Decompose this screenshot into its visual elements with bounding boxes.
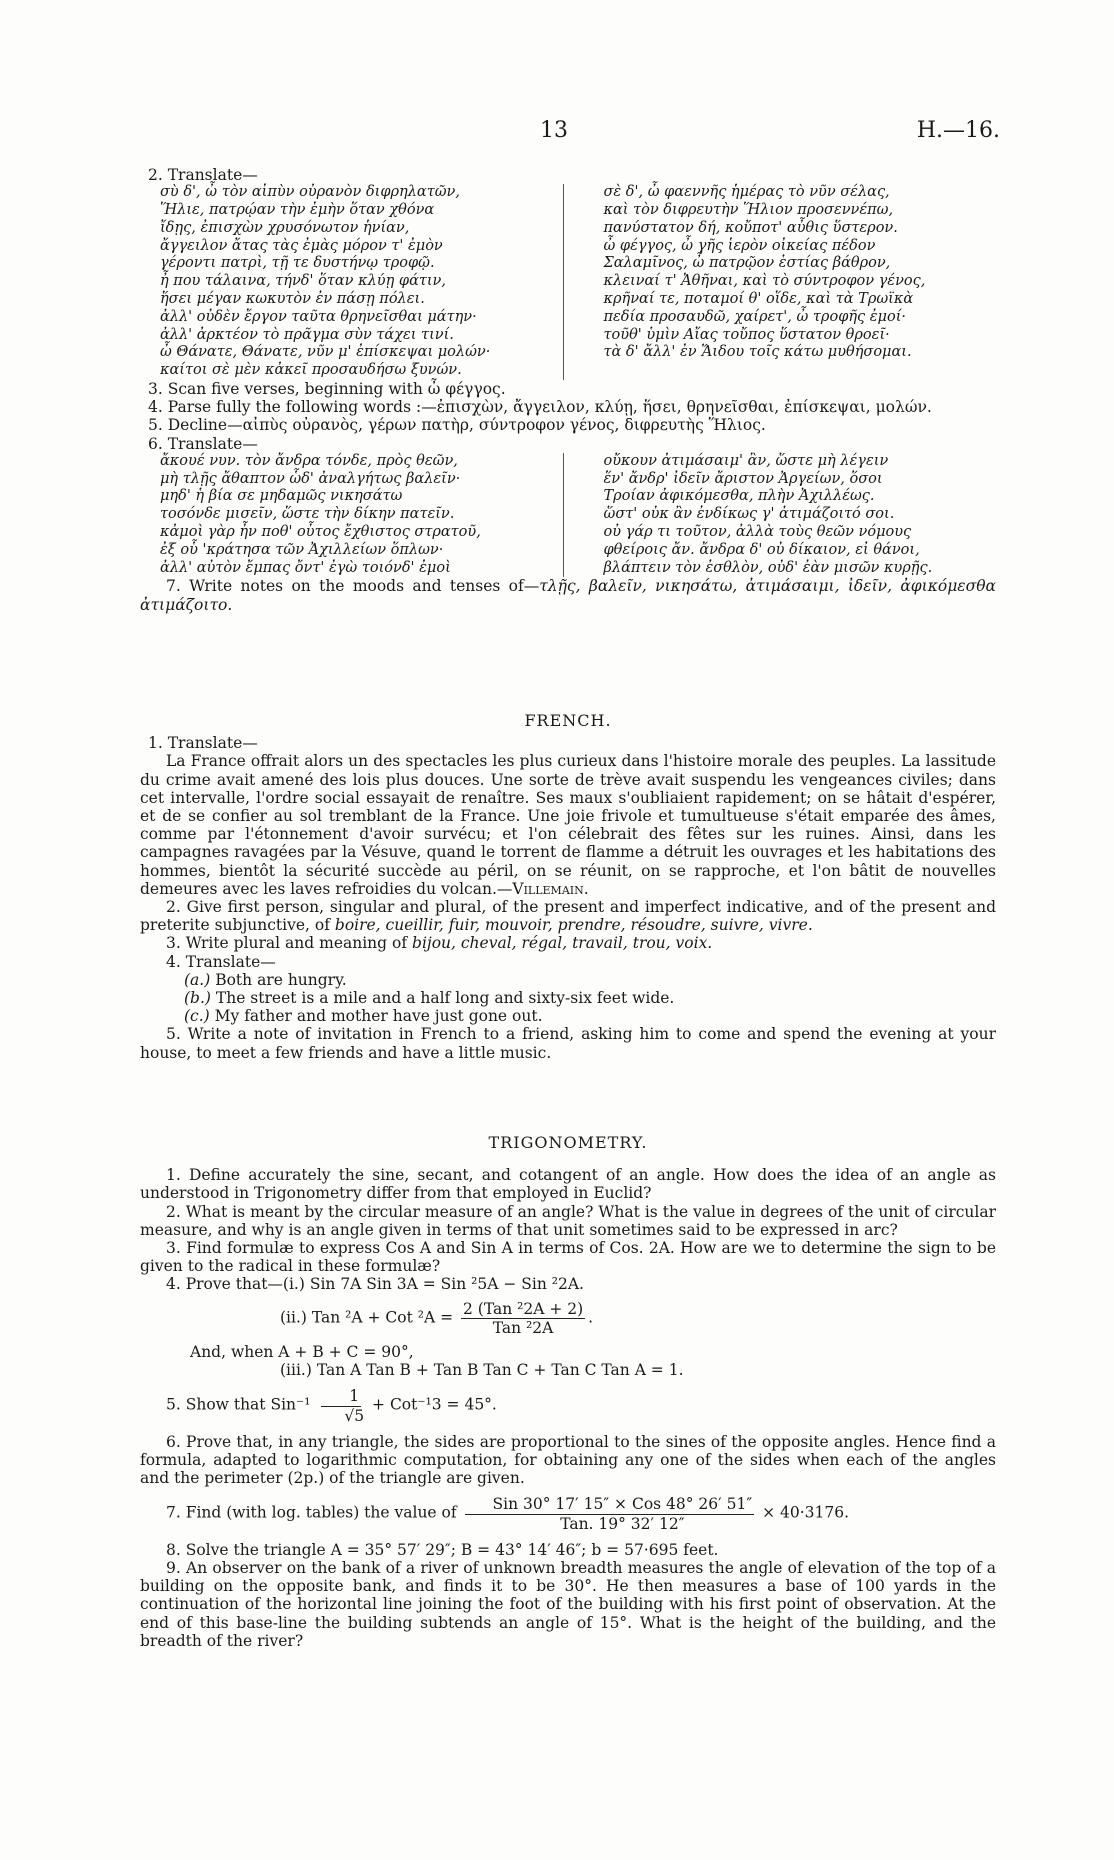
trig-q7-num: Sin 30° 17′ 15″ × Cos 48° 26′ 51″ bbox=[465, 1495, 755, 1514]
verse-line: ἦ που τάλαινα, τήνδ' ὅταν κλύῃ φάτιν, bbox=[160, 273, 446, 290]
verse-line: τοῦθ' ὑμὶν Αἴας τοὔπος ὕστατον θροεῖ· bbox=[603, 326, 890, 343]
verse-line: γέροντι πατρὶ, τῇ τε δυστήνῳ τροφῷ. bbox=[160, 255, 435, 272]
verse-line: φθείροις ἄν. ἄνδρα δ' οὐ δίκαιον, εἰ θάνοι, bbox=[603, 541, 920, 558]
verse-line: βλάπτειν τὸν ἐσθλὸν, οὐδ' ἐὰν μισῶν κυρῇς. bbox=[603, 559, 933, 576]
verse-line: σὲ δ', ὦ φαεννῆς ἡμέρας τὸ νῦν σέλας, bbox=[603, 184, 890, 201]
trig-q4-ii-den: Tan ²2A bbox=[492, 1318, 554, 1337]
verse-line: ἐξ οὗ 'κράτησα τῶν Ἀχιλλείων ὅπλων· bbox=[160, 541, 444, 558]
trig-q4-iii: (iii.) Tan A Tan B + Tan B Tan C + Tan C Tan A = 1. bbox=[280, 1361, 684, 1380]
greek-section bbox=[140, 166, 996, 614]
verse-line: κἀμοὶ γὰρ ἦν ποθ' οὗτος ἔχθιστος στρατοῦ, bbox=[160, 523, 481, 540]
greek-q6-label: 6. Translate— bbox=[148, 434, 258, 453]
verse-line: κλειναί τ' Ἀθῆναι, καὶ τὸ σύντροφον γένος, bbox=[603, 273, 926, 290]
greek-q3: 3. Scan five verses, beginning with ὦ φέγγος. bbox=[148, 379, 506, 398]
greek-q7-prefix: 7. Write notes on the moods and tenses of— bbox=[166, 577, 540, 596]
greek-q2-label: 2. Translate— bbox=[148, 166, 258, 184]
verse-line: Τροίαν ἀφικόμεσθα, πλὴν Ἀχιλλέως. bbox=[603, 488, 875, 505]
french-q2-text: 2. Give first person, singular and plural, of the present and imperfect indicative, and of the present and preterite subjunctive, of bbox=[140, 898, 996, 935]
trig-q5-suffix: + Cot⁻¹3 = 45°. bbox=[372, 1396, 497, 1415]
verse-line: καίτοι σὲ μὲν κἀκεῖ προσαυδήσω ξυνών. bbox=[160, 362, 462, 379]
greek-passage-2 bbox=[160, 453, 996, 578]
verse-line: πεδία προσαυδῶ, χαίρετ', ὦ τροφῆς ἐμοί· bbox=[603, 308, 906, 325]
trig-q7-suffix: × 40·3176. bbox=[762, 1504, 850, 1523]
french-title: FRENCH. bbox=[524, 711, 612, 730]
verse-line: καὶ τὸν διφρευτὴν Ἥλιον προσεννέπω, bbox=[603, 202, 894, 218]
verse-line: μὴ τλῇς ἄθαπτον ὧδ' ἀναλγήτως βαλεῖν· bbox=[160, 470, 461, 487]
french-q2-words: boire, cueillir, fuir, mouvoir, prendre, résoudre, suivre, vivre. bbox=[334, 916, 813, 935]
french-passage bbox=[140, 752, 996, 898]
trig-q7 bbox=[140, 1495, 996, 1532]
verse-line: τὰ δ' ἄλλ' ἐν Ἅιδου τοῖς κάτω μυθήσομαι. bbox=[603, 344, 912, 361]
french-q4-item bbox=[184, 989, 996, 1007]
verse-line: ἄγγειλον ἄτας τὰς ἐμὰς μόρον τ' ἐμὸν bbox=[160, 237, 443, 254]
verse-line: ἕν' ἄνδρ' ἰδεῖν ἄριστον Ἀργείων, ὅσοι bbox=[603, 470, 883, 487]
verse-line: οὔκουν ἀτιμάσαιμ' ἂν, ὥστε μὴ λέγειν bbox=[603, 452, 889, 469]
verse-line: σὺ δ', ὦ τὸν αἰπὺν οὐρανὸν διφρηλατῶν, bbox=[160, 184, 460, 201]
verse-line: κρῆναί τε, ποταμοί θ' οἵδε, καὶ τὰ Τρωϊκὰ bbox=[603, 290, 914, 307]
verse-line: ἀλλ' αὐτὸν ἔμπας ὄντ' ἐγὼ τοιόνδ' ἐμοὶ bbox=[160, 559, 451, 576]
french-q4-label: 4. Translate— bbox=[166, 952, 276, 971]
trig-q4-ii-lhs: (ii.) Tan ²A + Cot ²A = bbox=[280, 1308, 454, 1327]
greek-q7-words: τλῇς, βαλεῖν, νικησάτω, ἀτιμάσαιμι, ἰδεῖν, ἀφικόμεσθα ἀτιμάζοιτο. bbox=[140, 577, 996, 614]
verse-line: Σαλαμῖνος, ὦ πατρῷον ἑστίας βάθρον, bbox=[603, 255, 891, 272]
french-q4-item-label: (c.) bbox=[184, 1007, 210, 1026]
trig-q5-fraction bbox=[318, 1387, 364, 1424]
greek-passage-1-left bbox=[160, 184, 553, 380]
french-q4-item-label: (a.) bbox=[184, 970, 211, 989]
greek-passage-1-right bbox=[563, 184, 997, 380]
french-q4-item-label: (b.) bbox=[184, 989, 211, 1008]
trig-q5-num: 1 bbox=[321, 1387, 361, 1406]
trig-q5-prefix: 5. Show that Sin⁻¹ bbox=[166, 1396, 311, 1415]
french-q4-item-text: The street is a mile and a half long and sixty-six feet wide. bbox=[215, 989, 675, 1008]
trig-q4-i: 4. Prove that—(i.) Sin 7A Sin 3A = Sin ²5A − Sin ²2A. bbox=[166, 1275, 584, 1294]
french-q5: 5. Write a note of invitation in French to a friend, asking him to come and spend the evening at your house, to meet a few friends and have a little music. bbox=[140, 1025, 996, 1062]
french-q4-item-text: Both are hungry. bbox=[215, 970, 347, 989]
french-q3 bbox=[140, 934, 996, 952]
french-q3-text: 3. Write plural and meaning of bbox=[166, 934, 408, 953]
trig-q5 bbox=[140, 1387, 996, 1424]
trig-section bbox=[140, 1130, 996, 1650]
greek-passage-1 bbox=[160, 184, 996, 380]
trig-q1: 1. Define accurately the sine, secant, and cotangent of an angle. How does the idea of an angle as understood in Trigonometry differ from that employed in Euclid? bbox=[140, 1166, 996, 1203]
trig-q4-ii: (ii.) Tan ²A + Cot ²A = $\frac{\text{2 (Tan ²2A + 2)}}{\text{Tan ²2A}}$ . bbox=[280, 1299, 594, 1337]
french-q4-item bbox=[184, 971, 996, 989]
greek-q7 bbox=[140, 577, 996, 613]
verse-line: ἀλλ' ἀρκτέον τὸ πρᾶγμα σὺν τάχει τινί. bbox=[160, 326, 454, 343]
french-q3-words: bijou, cheval, régal, travail, trou, voix. bbox=[412, 934, 713, 953]
trig-q9: 9. An observer on the bank of a river of unknown breadth measures the angle of elevation of the top of a building on the opposite bank, and finds it to be 30°. He then measures a base of 100 yards in the continuation of the horizontal line joining the foot of the building with his first point of observation. At the end of this base-line the building subtends an angle of 15°. What is the height of the building, and the breadth of the river? bbox=[140, 1559, 996, 1650]
trig-q3: 3. Find formulæ to express Cos A and Sin A in terms of Cos. 2A. How are we to determine the sign to be given to the radical in these formulæ? bbox=[140, 1239, 996, 1276]
trig-q4-ii-fraction bbox=[461, 1300, 585, 1337]
trig-q7-den: Tan. 19° 32′ 12″ bbox=[560, 1514, 685, 1533]
verse-line: ἄκουέ νυν. τὸν ἄνδρα τόνδε, πρὸς θεῶν, bbox=[160, 452, 458, 469]
verse-line: ἴδῃς, ἐπισχὼν χρυσόνωτον ἡνίαν, bbox=[160, 219, 410, 236]
french-author: Villemain. bbox=[512, 879, 589, 898]
trig-q7-fraction bbox=[465, 1495, 755, 1532]
trig-q8: 8. Solve the triangle A = 35° 57′ 29″; B = 43° 14′ 46″; b = 57·695 feet. bbox=[166, 1540, 719, 1559]
verse-line: ὦ Θάνατε, Θάνατε, νῦν μ' ἐπίσκεψαι μολών· bbox=[160, 344, 491, 361]
trig-q7-prefix: 7. Find (with log. tables) the value of bbox=[166, 1504, 457, 1523]
verse-line: μηδ' ἡ βία σε μηδαμῶς νικησάτω bbox=[160, 488, 403, 505]
french-q4-item bbox=[184, 1007, 996, 1025]
greek-q5: 5. Decline—αἰπὺς οὐρανὸς, γέρων πατὴρ, σύντροφον γένος, διφρευτὴς Ἥλιος. bbox=[148, 416, 766, 435]
greek-passage-2-left bbox=[160, 453, 553, 578]
verse-line: ὥστ' οὐκ ἂν ἐνδίκως γ' ἀτιμάζοιτό σοι. bbox=[603, 506, 895, 523]
verse-line: Ἥλιε, πατρῴαν τὴν ἐμὴν ὅταν χθόνα bbox=[160, 202, 435, 218]
page-number: 13 bbox=[540, 118, 568, 143]
trig-q5-den: √5 bbox=[344, 1406, 365, 1425]
greek-q4: 4. Parse fully the following words :—ἐπισχὼν, ἄγγειλον, κλύῃ, ἥσει, θρηνεῖσθαι, ἐπίσκεψαι, μολών. bbox=[148, 398, 932, 417]
verse-line: τοσόνδε μισεῖν, ὥστε τὴν δίκην πατεῖν. bbox=[160, 506, 455, 523]
verse-line: οὐ γάρ τι τοῦτον, ἀλλὰ τοὺς θεῶν νόμους bbox=[603, 523, 912, 540]
trig-q2: 2. What is meant by the circular measure of an angle? What is the value in degrees of the unit of circular measure, and why is an angle given in terms of that unit sometimes said to be expressed in arc? bbox=[140, 1202, 996, 1239]
french-passage-text: La France offrait alors un des spectacles les plus curieux dans l'histoire morale des peuples. La lassitude du crime avait amené des lois plus douces. Une sorte de trève avait suspendu les vengeances civiles; dans cet intervalle, l'ordre social essayait de renaître. Ses maux s'oubliaient rapidement; on se hâtait d'espérer, et de se confier au sol tremblant de la France. Une joie frivole et tumultueuse s'était emparée des âmes, comme par l'étonnement d'avoir survécu; et l'on célebrait des fêtes sur les ruines. Ainsi, dans les campagnes ravagées par la Vésuve, quand le torrent de flamme a détruit les ouvrages et les habitations des hommes, bientôt la sécurité succède au péril, on se réunit, on se rapproche, et l'on bâtit de nouvelles demeures avec les laves refroidies du volcan.— bbox=[140, 752, 996, 898]
french-q4-item-text: My father and mother have just gone out. bbox=[214, 1007, 543, 1026]
document-code: H.—16. bbox=[916, 118, 1000, 143]
verse-line: πανύστατον δή, κοὔποτ' αὖθις ὕστερον. bbox=[603, 219, 898, 236]
trig-q4-and: And, when A + B + C = 90°, bbox=[190, 1343, 414, 1362]
french-q2 bbox=[140, 898, 996, 934]
trig-title: TRIGONOMETRY. bbox=[488, 1133, 648, 1152]
greek-passage-2-right bbox=[563, 453, 997, 578]
french-q1-label: 1. Translate— bbox=[148, 734, 258, 753]
verse-line: ἀλλ' οὐδὲν ἔργον ταῦτα θρηνεῖσθαι μάτην· bbox=[160, 308, 477, 325]
trig-q4-ii-num: 2 (Tan ²2A + 2) bbox=[463, 1299, 584, 1318]
french-section bbox=[140, 708, 996, 1062]
verse-line: ὦ φέγγος, ὦ γῆς ἱερὸν οἰκείας πέδον bbox=[603, 237, 876, 254]
french-q4-items bbox=[140, 971, 996, 1026]
verse-line: ἥσει μέγαν κωκυτὸν ἐν πάσῃ πόλει. bbox=[160, 290, 425, 307]
trig-q6: 6. Prove that, in any triangle, the sides are proportional to the sines of the opposite angles. Hence find a formula, adapted to logarithmic computation, for obtaining any one of the sides when each of the angles and the perimeter (2p.) of the triangle are given. bbox=[140, 1432, 996, 1488]
